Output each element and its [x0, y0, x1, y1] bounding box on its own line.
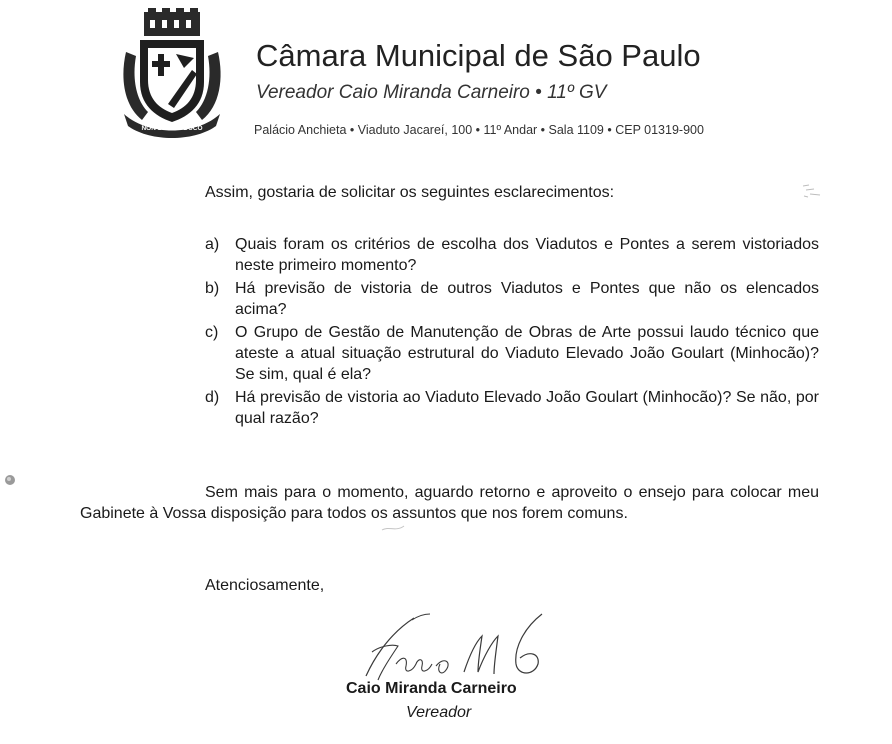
handwritten-signature-icon [352, 606, 572, 690]
intro-paragraph: Assim, gostaria de solicitar os seguintes esclarecimentos: [205, 184, 615, 201]
sao-paulo-coat-of-arms-icon [118, 8, 226, 138]
list-item [205, 322, 819, 385]
list-item [205, 387, 819, 429]
councilor-line: Vereador Caio Miranda Carneiro • 11º GV [256, 82, 607, 103]
scan-speck [380, 520, 406, 534]
scan-speck [2, 472, 18, 488]
question-text: Há previsão de vistoria ao Viaduto Elevado João Goulart (Minhocão)? Se não, por qual razão? [235, 389, 819, 427]
question-letter: d) [205, 389, 220, 406]
signer-title: Vereador [406, 704, 472, 721]
closing-paragraph: Sem mais para o momento, aguardo retorno e aproveito o ensejo para colocar meu Gabinete à Vossa disposição para todos os assuntos que nos forem comuns. [80, 484, 819, 522]
org-name: Câmara Municipal de São Paulo [256, 38, 701, 73]
list-item [205, 234, 819, 276]
signer-name: Caio Miranda Carneiro [346, 680, 517, 697]
list-item [205, 278, 819, 320]
address-line: Palácio Anchieta • Viaduto Jacareí, 100 • 11º Andar • Sala 1109 • CEP 01319-900 [254, 123, 704, 137]
salutation: Atenciosamente, [205, 577, 325, 594]
question-letter: b) [205, 280, 220, 297]
question-text: O Grupo de Gestão de Manutenção de Obras de Arte possui laudo técnico que ateste a atual situação estrutural do Viaduto Elevado João Goulart (Minhocão)? Se sim, qual é ela? [235, 324, 819, 383]
seal-motto: NON DUCOR DUCO [141, 125, 203, 132]
question-text: Há previsão de vistoria de outros Viadutos e Pontes que não os elencados acima? [235, 280, 819, 318]
question-letter: c) [205, 324, 219, 341]
questions-list [205, 234, 819, 431]
question-text: Quais foram os critérios de escolha dos Viadutos e Pontes a serem vistoriados neste primeiro momento? [235, 236, 819, 274]
scan-speck [800, 182, 824, 200]
question-letter: a) [205, 236, 220, 253]
